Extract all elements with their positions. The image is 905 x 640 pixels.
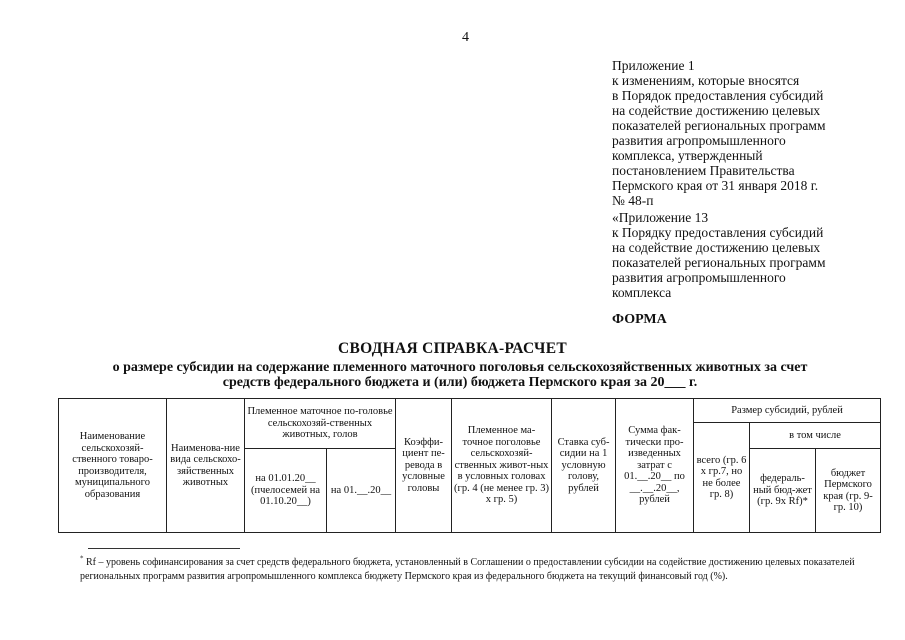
appendix-1-line: Приложение 1 (612, 58, 695, 73)
appendix-1-line: развития агропромышленного (612, 133, 786, 148)
header-including: в том числе (750, 423, 881, 449)
header-conversion-coefficient: Коэффи-циент пе-ревода в условные головы (396, 399, 452, 533)
footnote-text: Rf – уровень софинансирования за счет средств федерального бюджета, установленный в Соглашении о предоставлении субсидии на содействие достижению целевых показателей региональных программ развития агропромышленного комплекса бюджету Пермского края из федерального бюджета на текущий финансовый год (%). (80, 557, 855, 582)
document-title: СВОДНАЯ СПРАВКА-РАСЧЕТ (337, 340, 568, 357)
appendix-1-line: постановлением Правительства (612, 163, 795, 178)
appendix-1-line: в Порядок предоставления субсидий (612, 88, 824, 103)
appendix-13-line: развития агропромышленного (612, 270, 786, 285)
appendix-1-line: показателей региональных программ (612, 118, 826, 133)
appendix-1-line: Пермского края от 31 января 2018 г. (612, 178, 819, 193)
header-regional-budget: бюджет Пермского края (гр. 9- гр. 10) (816, 449, 881, 533)
appendix-1-line: на содействие достижению целевых (612, 103, 821, 118)
appendix-1-line: к изменениям, которые вносятся (612, 73, 800, 88)
footnote-divider (88, 548, 240, 549)
header-subsidy-rate: Ставка суб-сидии на 1 условную голову, рублей (552, 399, 616, 533)
appendix-13-line: «Приложение 13 (612, 210, 709, 225)
appendix-13-line: комплекса (612, 285, 672, 300)
appendix-13-line: на содействие достижению целевых (612, 240, 821, 255)
header-conditional-heads: Племенное ма-точное поголовье сельскохозяй-ственных живот-ных в условных головах (гр. 4 (не менее гр. 3) х гр. 5) (452, 399, 552, 533)
appendix-13-header (612, 210, 882, 300)
subtitle-line-2: средств федерального бюджета и (или) бюджета Пермского края за 20___ г. (222, 375, 698, 390)
header-producer: Наименование сельскохозяй-ственного товаро-производителя, муниципального образования (59, 399, 167, 533)
header-stock-date-1: на 01.01.20__ (пчелосемей на 01.10.20__) (245, 449, 327, 533)
appendix-1-line: комплекса, утвержденный (612, 148, 763, 163)
form-label: ФОРМА (612, 312, 667, 327)
appendix-13-line: к Порядку предоставления субсидий (612, 225, 824, 240)
footnote-marker: * (80, 554, 84, 563)
subtitle-line-1: о размере субсидии на содержание племенного маточного поголовья сельскохозяйственных животных за счет (112, 360, 808, 375)
header-subsidy-amount: Размер субсидий, рублей (694, 399, 881, 423)
header-actual-costs: Сумма фак-тически про-изведенных затрат с 01.__.20__ по __.__.20__, рублей (616, 399, 694, 533)
header-subsidy-total: всего (гр. 6 х гр.7, но не более гр. 8) (694, 423, 750, 533)
appendix-1-line: № 48-п (612, 193, 654, 208)
header-stock-date-2: на 01.__.20__ (327, 449, 396, 533)
header-federal-budget: федераль-ный бюд-жет (гр. 9х Rf)* (750, 449, 816, 533)
document-subtitle (60, 360, 860, 390)
header-animal-species: Наименова-ние вида сельскохо-зяйственных животных (167, 399, 245, 533)
appendix-13-line: показателей региональных программ (612, 255, 826, 270)
appendix-1-header (612, 58, 882, 208)
footnote (80, 556, 870, 584)
header-breeding-stock: Племенное маточное по-головье сельскохозяй-ственных животных, голов (245, 399, 396, 449)
subsidy-calculation-table (58, 398, 881, 533)
page-number: 4 (462, 30, 469, 45)
